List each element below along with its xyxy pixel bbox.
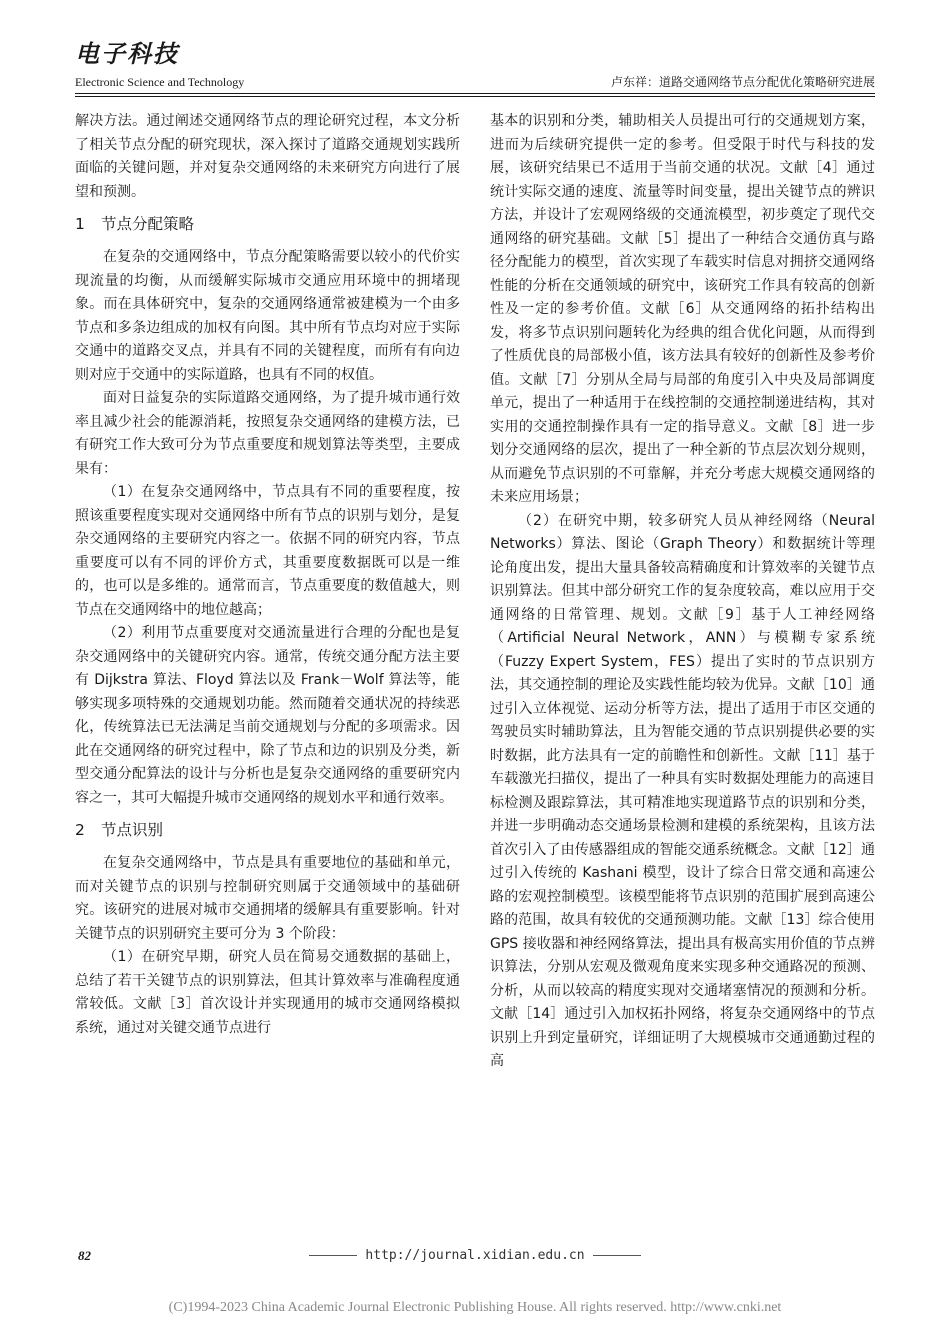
right-column — [490, 110, 875, 1074]
section-number: 1 — [75, 215, 85, 233]
header-rule — [75, 93, 875, 94]
paragraph: （1）在复杂交通网络中，节点具有不同的重要程度，按照该重要程度实现对交通网络中所有节点的识别与划分，是复杂交通网络的主要研究内容之一。依据不同的研究内容，节点重要度可以有不同的评价方式，其重要度数据既可以是一维的，也可以是多维的。通常而言，节点重要度的数值越大，则节点在交通网络中的地位越高； — [75, 484, 460, 618]
footer-website — [0, 1248, 950, 1263]
copyright-notice: (C)1994-2023 China Academic Journal Electronic Publishing House. All rights reserved. http://www.cnki.net — [168, 1300, 782, 1315]
section-title: 节点分配策略 — [101, 215, 195, 233]
footer-dash — [309, 1255, 357, 1256]
footer-dash — [593, 1255, 641, 1256]
section-2-heading — [75, 818, 460, 842]
section-number: 2 — [75, 821, 85, 839]
running-title: 卢东祥：道路交通网络节点分配优化策略研究进展 — [610, 75, 875, 89]
paragraph: （2）在研究中期，较多研究人员从神经网络（Neural Networks）算法、图论（Graph Theory）和数据统计等理论角度出发，提出大量具备较高精确度和计算效率的关键节点识别算法。但其中部分研究工作的复杂度较高，难以应用于交通网络的日常管理、规划。文献［9］基于人工神经网络（Artificial Neural Network，ANN）与模糊专家系统（Fuzzy Expert System，FES）提出了实时的节点识别方法，其交通控制的理论及实践性能均较为优异。文献［10］通过引入立体视觉、运动分析等方法，提出了适用于市区交通的驾驶员实时辅助算法，且为智能交通的节点识别提供必要的实时数据，此方法具有一定的前瞻性和创新性。文献［11］基于车载激光扫描仪，提出了一种具有实时数据处理能力的高速目标检测及跟踪算法，其可精准地实现道路节点的识别和分类，并进一步明确动态交通场景检测和建模的系统架构，且该方法首次引入了由传感器组成的智能交通系统概念。文献［12］通过引入传统的 Kashani 模型，设计了综合日常交通和高速公路的宏观控制模型。该模型能将节点识别的范围扩展到高速公路的范围，故具有较优的交通预测功能。文献［13］综合使用 GPS 接收器和神经网络算法，提出具有极高实用价值的节点辨识算法，分别从宏观及微观角度来实现多种交通路况的预测、分析，从而以较高的精度实现对交通堵塞情况的预测和分析。文献［14］通过引入加权拓扑网络，将复杂交通网络中的节点识别上升到定量研究，详细证明了大规模城市交通通勤过程的高 — [490, 512, 875, 1069]
paragraph: 基本的识别和分类，辅助相关人员提出可行的交通规划方案，进而为后续研究提供一定的参考。但受限于时代与科技的发展，该研究结果已不适用于当前交通的状况。文献［4］通过统计实际交通的速度、流量等时间变量，提出关键节点的辨识方法，并设计了宏观网络级的交通流模型，初步奠定了现代交通网络的研究基础。文献［5］提出了一种结合交通仿真与路径分配能力的模型，首次实现了车载实时信息对拥挤交通网络性能的分析在交通领域的研究中，该研究工作具有较高的创新性及一定的参考价值。文献［6］从交通网络的拓扑结构出发，将多节点识别问题转化为经典的组合优化问题，从而得到了性质优良的局部极小值，该方法具有较好的创新性及参考价值。文献［7］分别从全局与局部的角度引入中央及局部调度单元，提出了一种适用于在线控制的交通控制递进结构，其对实用的交通控制操作具有一定的指导意义。文献［8］进一步划分交通网络的层次，提出了一种全新的节点层次划分规则，从而避免节点识别的不可靠解，并充分考虑大规模交通网络的未来应用场景； — [490, 113, 875, 505]
journal-english-name: Electronic Science and Technology — [75, 75, 245, 89]
paragraph: 在复杂交通网络中，节点是具有重要地位的基础和单元，而对关键节点的识别与控制研究则属于交通领域中的基础研究。该研究的进展对城市交通拥堵的缓解具有重要影响。针对关键节点的识别研究主要可分为 3 个阶段： — [75, 855, 460, 942]
paragraph: 面对日益复杂的实际道路交通网络，为了提升城市通行效率且减少社会的能源消耗，按照复杂交通网络的建模方法，已有研究工作大致可分为节点重要度和规划算法等类型，主要成果有： — [75, 390, 460, 477]
page-number: 82 — [78, 1248, 91, 1263]
journal-logo: 电子科技 — [75, 40, 179, 68]
section-title: 节点识别 — [101, 821, 164, 839]
intro-paragraph: 解决方法。通过阐述交通网络节点的理论研究过程，本文分析了相关节点分配的研究现状，深入探讨了道路交通规划实践所面临的关键问题，并对复杂交通网络的未来研究方向进行了展望和预测。 — [75, 113, 460, 200]
left-column — [75, 110, 460, 1040]
paragraph: 在复杂的交通网络中，节点分配策略需要以较小的代价实现流量的均衡，从而缓解实际城市交通应用环境中的拥堵现象。而在具体研究中，复杂的交通网络通常被建模为一个由多节点和多条边组成的加权有向图。其中所有节点均对应于实际交通中的道路交叉点，并具有不同的关键程度，而所有有向边则对应于交通中的实际道路，也具有不同的权值。 — [75, 249, 460, 383]
header-rule — [75, 96, 875, 97]
website-link[interactable]: http://journal.xidian.edu.cn — [365, 1248, 585, 1263]
paragraph: （1）在研究早期，研究人员在简易交通数据的基础上，总结了若干关键节点的识别算法，但其计算效率与准确程度通常较低。文献［3］首次设计并实现通用的城市交通网络模拟系统，通过对关键交通节点进行 — [75, 949, 460, 1036]
paragraph: （2）利用节点重要度对交通流量进行合理的分配也是复杂交通网络中的关键研究内容。通常，传统交通分配方法主要有 Dijkstra 算法、Floyd 算法以及 Frank－Wolf 算法等，能够实现多项特殊的交通规划功能。然而随着交通状况的持续恶化，传统算法已无法满足当前交通规划与分配的多项需求。因此在交通网络的研究过程中，除了节点和边的识别及分类，新型交通分配算法的设计与分析也是复杂交通网络的重要研究内容之一，其可大幅提升城市交通网络的规划水平和通行效率。 — [75, 625, 460, 806]
section-1-heading — [75, 212, 460, 236]
